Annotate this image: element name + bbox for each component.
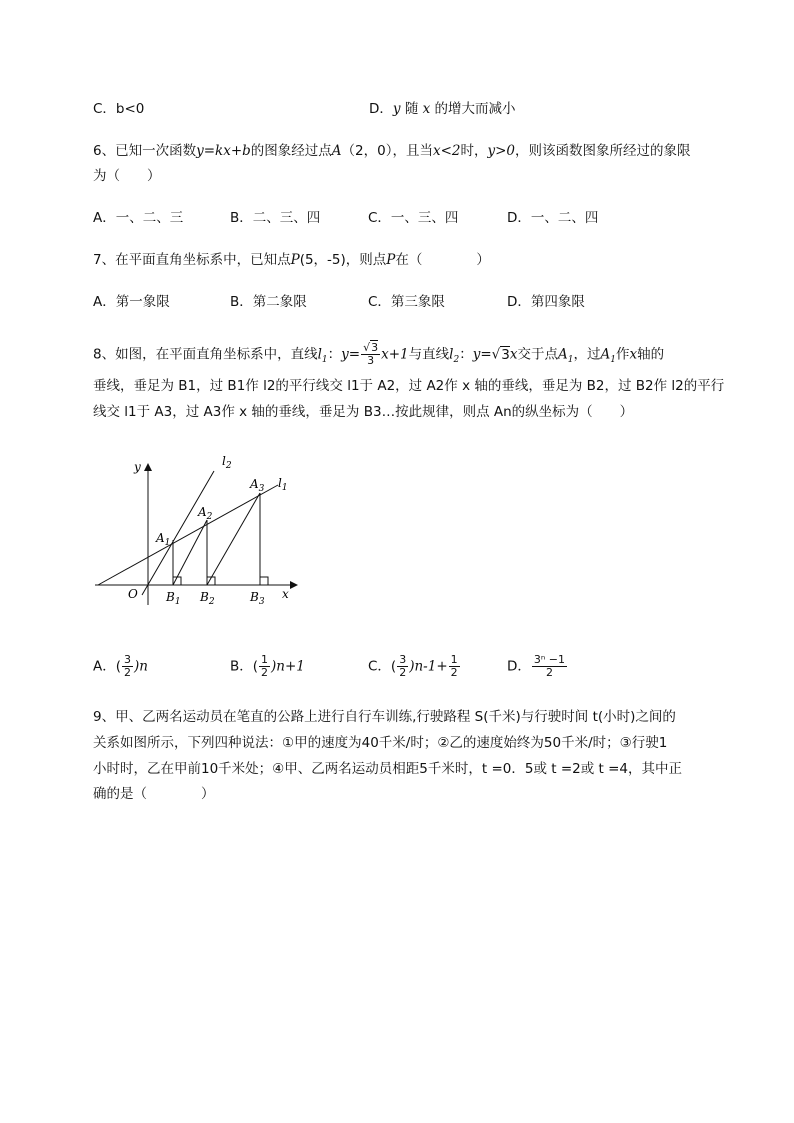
q6-text: 6、已知一次函数 [93, 143, 197, 159]
q8-fraction-num: 3 [371, 341, 379, 354]
q8-subscript: 1 [321, 355, 328, 366]
label-a3-sub: 3 [258, 484, 265, 494]
q8-option-a-prefix: A．( [93, 658, 122, 675]
q8-option-c-den: 2 [399, 666, 407, 679]
label-a2-sub: 2 [206, 512, 213, 522]
label-b2 [199, 590, 215, 605]
q8-question-line2: 垂线，垂足为 B1，过 B1作 l2的平行线交 l1于 A2，过 A2作 x 轴的垂线，垂足为 B2，过 B2作 l2的平行 [93, 378, 725, 394]
q8-figure [90, 445, 310, 605]
q6-question-line2: 为（ ） [93, 168, 161, 184]
q8-subscript: 1 [610, 355, 616, 366]
y-axis-arrow [144, 463, 152, 471]
q8-text: 8、如图，在平面直角坐标系中，直线 [93, 346, 318, 363]
label-l1 [278, 476, 288, 493]
label-a2 [197, 505, 213, 522]
q8-option-d-den: 2 [545, 666, 553, 679]
q6-function: y=kx+b [196, 143, 251, 159]
right-angle-b3 [260, 577, 268, 585]
label-a3-main: A [250, 477, 259, 491]
label-a2-main: A [198, 505, 207, 519]
line-l1 [98, 485, 278, 585]
q6-option-c: C．一、三、四 [368, 210, 459, 226]
label-a1-sub: 1 [164, 538, 171, 548]
q8-option-c-num: 3 [399, 653, 407, 666]
q8-option-c-fraction [397, 654, 408, 679]
q8-option-c-prefix: C．( [368, 658, 397, 675]
x-axis-arrow [290, 581, 298, 589]
label-b3-main: B [250, 590, 259, 604]
q5-option-d-x: x [422, 101, 431, 117]
label-b3 [249, 590, 265, 605]
label-y: y [134, 460, 141, 474]
q7-question [93, 251, 490, 269]
q8-option-d-fraction [532, 654, 567, 679]
q8-text: ： [327, 346, 342, 363]
q9-question-line1: 9、甲、乙两名运动员在笔直的公路上进行自行车训练,行驶路程 S(千米)与行驶时间 t(小时)之间的 [93, 709, 676, 725]
q9-question-line2: 关系如图所示，下列四种说法：①甲的速度为40千米/时；②乙的速度始终为50千米/时；③行驶1 [93, 735, 668, 751]
q7-option-b: B．第二象限 [230, 294, 307, 310]
parallel-b2a3 [207, 493, 260, 585]
q8-question-line3: 线交 l1于 A3，过 A3作 x 轴的垂线，垂足为 B3…按此规律，则点 An的纵坐标为（ ） [93, 404, 634, 420]
label-b1-sub: 1 [174, 597, 181, 605]
label-l2 [222, 454, 232, 471]
q7-point: P [386, 252, 396, 268]
label-l2-main: l [222, 454, 226, 468]
label-b2-sub: 2 [208, 597, 215, 605]
q6-question-line1 [93, 142, 691, 160]
q9-question-line4: 确的是（ ） [93, 786, 215, 802]
q8-equation: y= [472, 346, 492, 363]
q8-option-c-fraction2 [449, 654, 460, 679]
q6-text: 时， [460, 143, 488, 159]
q8-subscript: 1 [567, 355, 574, 366]
q8-axis: x [629, 346, 638, 363]
q8-option-c-mid: )n-1+ [409, 658, 448, 675]
q5-option-d-mid: 随 [400, 101, 423, 117]
q8-equation: y= [341, 346, 361, 363]
q8-line-name: l [317, 346, 322, 363]
q5-option-d-prefix: D． [369, 101, 393, 117]
label-b2-main: B [200, 590, 209, 604]
q6-option-b: B．二、三、四 [230, 210, 321, 226]
label-a3 [249, 477, 265, 494]
q8-option-c-den2: 2 [450, 666, 458, 679]
q7-option-d: D．第四象限 [507, 294, 585, 310]
q8-option-b-num: 1 [261, 653, 269, 666]
q8-option-b-den: 2 [261, 666, 269, 679]
label-b3-sub: 3 [258, 597, 265, 605]
q6-option-d: D．一、二、四 [507, 210, 599, 226]
q8-option-d-prefix: D． [507, 658, 531, 675]
q6-condition: x<2 [432, 143, 461, 159]
q7-point: P [290, 252, 300, 268]
q8-text: ，过 [573, 346, 601, 363]
q6-point: A [331, 143, 342, 159]
label-a1-main: A [156, 531, 165, 545]
q7-text: 在（ ） [395, 252, 490, 268]
q8-option-a-fraction [122, 654, 133, 679]
q8-fraction: $\frac{√3}{3}$ [363, 341, 379, 367]
q8-option-d [507, 654, 568, 679]
label-l2-sub: 2 [225, 461, 232, 471]
q6-option-a: A．一、二、三 [93, 210, 184, 226]
q8-line-name: l [449, 346, 454, 363]
label-b1 [165, 590, 181, 605]
q8-text: 与直线 [408, 346, 450, 363]
q8-text: 交于点 [517, 346, 558, 363]
q7-option-a: A．第一象限 [93, 294, 170, 310]
q5-option-d-y: y [392, 101, 401, 117]
q8-option-a [93, 654, 148, 679]
q8-question-line1: 8、如图，在平面直角坐标系中，直线$l_1$：y= $\frac{√3}{3}$ x+1与直线$l_2$：y=√3x交于点$A_1$，过$A_1$作x轴的 [93, 341, 665, 367]
q8-option-c [368, 654, 461, 679]
q8-option-d-num: 3ⁿ −1 [533, 653, 565, 666]
parallel-b1a2 [173, 520, 207, 585]
label-l1-main: l [278, 476, 282, 490]
q8-fraction-den: 3 [367, 354, 375, 367]
q8-option-c-num2: 1 [450, 653, 458, 666]
q8-option-a-num: 3 [124, 653, 132, 666]
q8-equation: x [509, 346, 518, 363]
q9-question-line3: 小时时，乙在甲前10千米处；④甲、乙两名运动员相距5千米时，t =0．5或 t =2或 t =4，其中正 [93, 761, 682, 777]
q8-option-b-suffix: )n+1 [271, 658, 305, 675]
q6-text: （2，0），且当 [341, 143, 433, 159]
q8-option-b [230, 654, 305, 679]
q8-point: A [557, 346, 568, 363]
q7-option-c: C．第三象限 [368, 294, 445, 310]
q8-sqrt: 3 [501, 346, 510, 363]
q8-subscript: 2 [453, 355, 460, 366]
q8-text: 轴的 [637, 346, 665, 363]
q8-option-a-den: 2 [124, 666, 132, 679]
q5-option-c: C．b<0 [93, 101, 145, 117]
q5-option-d-suffix: 的增大而减小 [430, 101, 516, 117]
q8-point: A [600, 346, 611, 363]
q7-text: 7、在平面直角坐标系中，已知点 [93, 252, 291, 268]
q8-text: 作 [615, 346, 630, 363]
label-b1-main: B [166, 590, 175, 604]
q8-option-b-prefix: B．( [230, 658, 259, 675]
label-l1-sub: 1 [281, 483, 288, 493]
q8-equation: x+1 [381, 346, 409, 363]
q5-option-d [369, 100, 516, 118]
label-a1 [155, 531, 170, 548]
q6-text: 的图象经过点 [250, 143, 332, 159]
q8-option-b-fraction [259, 654, 270, 679]
q6-text: ，则该函数图象所经过的象限 [515, 143, 691, 159]
q6-condition: y>0 [487, 143, 516, 159]
q8-option-a-suffix: )n [134, 658, 148, 675]
q7-text: (5，-5)，则点 [299, 252, 387, 268]
q8-text: ： [459, 346, 473, 363]
label-x: x [282, 587, 289, 601]
label-o: O [128, 587, 138, 601]
